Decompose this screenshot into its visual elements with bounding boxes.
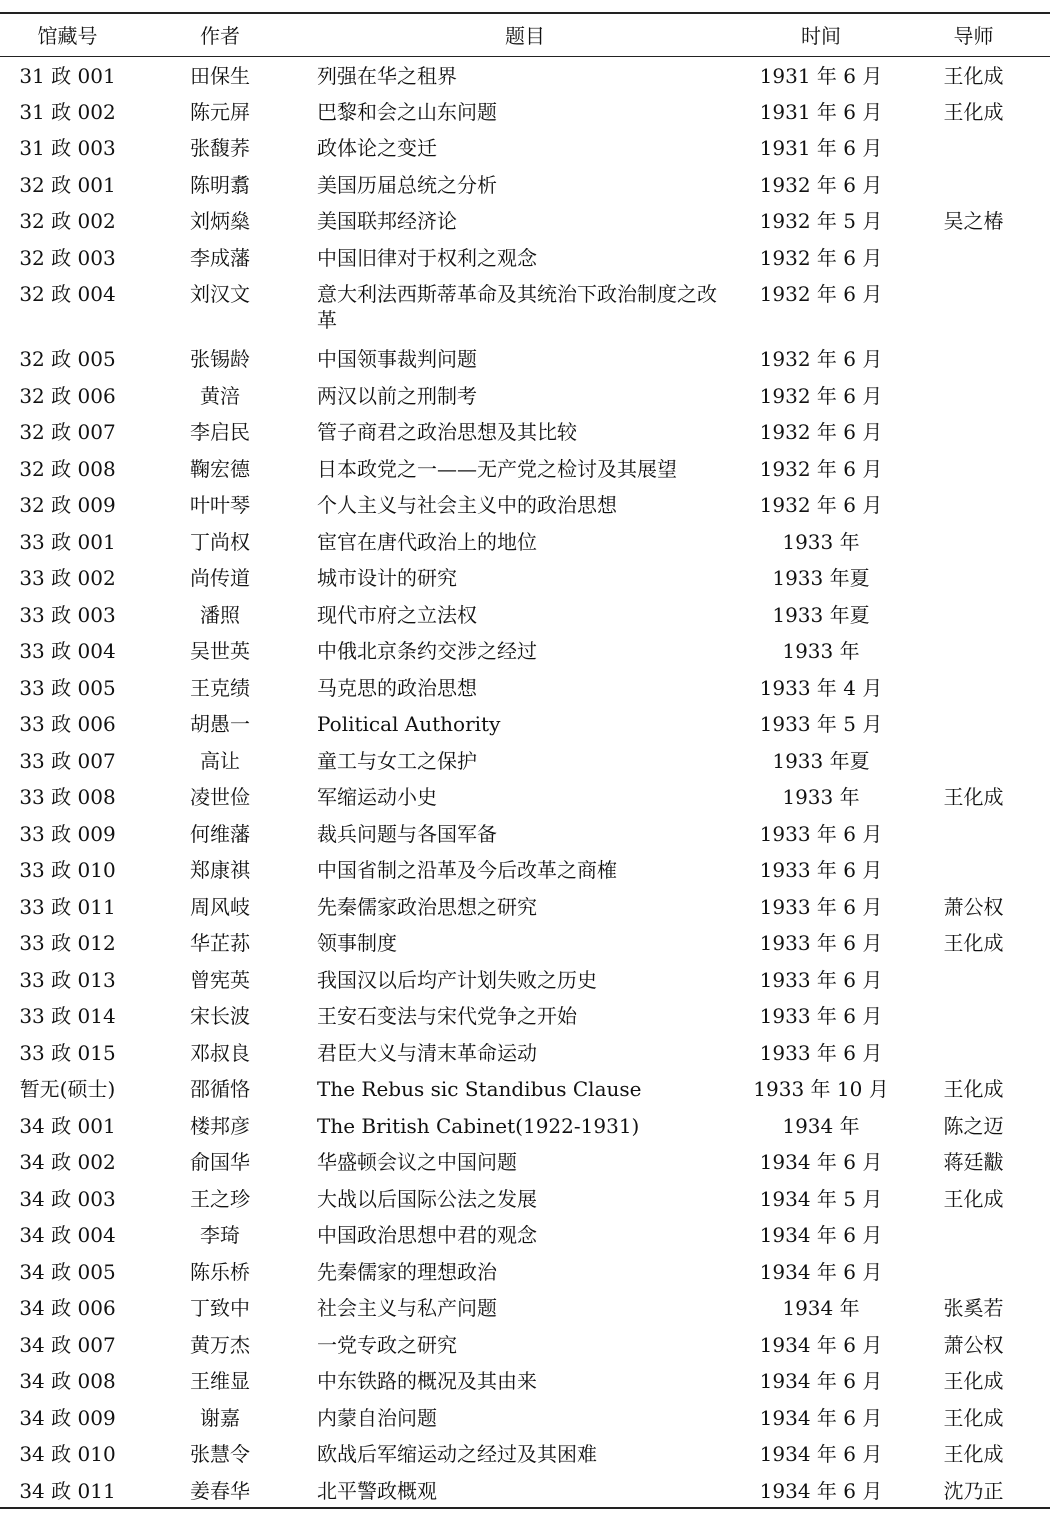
table-row [0,1216,1050,1253]
cell-call-number: 33 政 007 [19,748,116,773]
cell-advisor [897,596,1050,633]
cell-author: 刘炳燊 [190,209,250,233]
cell-title: 列强在华之租界 [317,63,457,88]
cell-date: 1933 年 [782,639,860,663]
cell-author: 丁致中 [190,1296,250,1320]
table-row [0,450,1050,487]
cell-call-number: 34 政 006 [19,1296,116,1320]
cell-author: 宋长波 [190,1004,250,1028]
table-row [0,1143,1050,1180]
cell-author: 尚传道 [190,566,250,590]
cell-call-number: 33 政 009 [19,821,116,846]
cell-advisor [897,559,1050,596]
cell-call-number: 33 政 003 [19,602,116,627]
table-row [0,1435,1050,1472]
cell-date: 1932 年 6 月 [759,456,883,481]
cell-date: 1933 年 10 月 [753,1077,889,1101]
cell-title: 君臣大义与清末革命运动 [317,1040,537,1065]
cell-author: 张馥荞 [190,136,250,160]
cell-title: 马克思的政治思想 [317,675,477,700]
table-row [0,669,1050,706]
table-row [0,275,1050,340]
cell-author: 吴世英 [190,639,250,663]
cell-call-number: 33 政 014 [19,1004,116,1028]
cell-author: 凌世俭 [190,785,250,809]
cell-call-number: 34 政 001 [19,1113,116,1138]
cell-date: 1933 年 5 月 [759,712,883,736]
cell-call-number: 34 政 009 [19,1405,116,1430]
cell-title: 王安石变法与宋代党争之开始 [317,1004,577,1028]
table-row [0,742,1050,779]
cell-advisor [897,669,1050,706]
cell-date: 1934 年 6 月 [759,1259,883,1284]
cell-date: 1933 年夏 [772,566,870,590]
table-row [0,202,1050,239]
cell-title: 童工与女工之保护 [317,748,477,773]
cell-title: 社会主义与私产问题 [317,1296,497,1320]
cell-title: 中东铁路的概况及其由来 [317,1369,537,1393]
cell-author: 张锡龄 [190,347,250,371]
table-row [0,1326,1050,1363]
cell-date: 1933 年 [782,529,860,554]
cell-date: 1934 年 6 月 [759,1369,883,1393]
table-row [0,1253,1050,1290]
cell-date: 1934 年 6 月 [759,1442,883,1466]
cell-call-number: 31 政 001 [19,63,116,88]
cell-advisor [897,523,1050,560]
cell-call-number: 33 政 010 [19,858,116,882]
cell-title: 中俄北京条约交涉之经过 [317,639,537,663]
cell-author: 刘汉文 [190,282,250,306]
cell-advisor: 吴之椿 [943,209,1004,233]
cell-advisor: 王化成 [943,931,1004,955]
cell-date: 1932 年 6 月 [759,420,883,444]
table-row [0,888,1050,925]
table-row [0,1289,1050,1326]
cell-advisor: 王化成 [943,1442,1004,1466]
cell-advisor [897,742,1050,779]
cell-call-number: 32 政 009 [19,493,116,517]
cell-call-number: 33 政 011 [19,894,116,919]
cell-title: The Rebus sic Standibus Clause [317,1077,642,1101]
table-row [0,596,1050,633]
cell-advisor: 沈乃正 [897,1472,1050,1509]
cell-date: 1932 年 6 月 [759,347,883,371]
cell-call-number: 34 政 010 [19,1442,116,1466]
cell-title: 先秦儒家的理想政治 [317,1259,497,1284]
cell-title: 意大利法西斯蒂革命及其统治下政治制度之改革 [317,282,717,332]
cell-author: 李成藩 [190,245,250,270]
cell-author: 黄涪 [200,383,240,408]
cell-title: 现代市府之立法权 [317,602,477,627]
header-call-number: 馆藏号 [0,13,135,56]
cell-author: 陈元屏 [190,99,250,124]
cell-call-number: 32 政 005 [19,347,116,371]
table-row [0,129,1050,166]
cell-author: 陈乐桥 [190,1259,250,1284]
cell-advisor: 陈之迈 [943,1113,1004,1138]
cell-author: 陈明翥 [190,172,250,197]
cell-author: 田保生 [190,63,250,88]
cell-advisor [897,129,1050,166]
cell-date: 1932 年 6 月 [759,282,883,306]
cell-call-number: 33 政 005 [19,675,116,700]
table-row [0,924,1050,961]
cell-date: 1934 年 6 月 [759,1332,883,1357]
cell-call-number: 34 政 002 [19,1150,116,1174]
cell-title: 管子商君之政治思想及其比较 [317,420,577,444]
cell-author: 丁尚权 [190,529,250,554]
table-row [0,1399,1050,1436]
cell-advisor: 王化成 [943,1369,1004,1393]
cell-author: 黄万杰 [190,1332,250,1357]
cell-date: 1934 年 5 月 [759,1186,883,1211]
cell-advisor [897,1034,1050,1071]
header-author: 作者 [135,13,305,56]
cell-author: 华芷荪 [190,931,250,955]
cell-author: 鞠宏德 [190,456,250,481]
cell-date: 1934 年 [782,1113,860,1138]
cell-date: 1934 年 6 月 [745,1472,897,1509]
cell-title: 一党专政之研究 [317,1332,457,1357]
cell-date: 1934 年 [782,1296,860,1320]
table-row [0,559,1050,596]
cell-date: 1934 年 6 月 [759,1150,883,1174]
cell-date: 1933 年 6 月 [759,1004,883,1028]
cell-call-number: 33 政 013 [19,967,116,992]
cell-date: 1933 年 6 月 [759,931,883,955]
cell-date: 1933 年夏 [772,602,870,627]
cell-date: 1933 年 [782,785,860,809]
cell-title: The British Cabinet(1922-1931) [317,1113,640,1138]
cell-advisor [897,275,1050,340]
cell-title: 两汉以前之刑制考 [317,383,477,408]
cell-advisor [897,1253,1050,1290]
cell-advisor [897,340,1050,377]
table-row [0,705,1050,742]
cell-call-number: 34 政 005 [19,1259,116,1284]
cell-title: 美国联邦经济论 [317,209,457,233]
cell-title: 北平警政概观 [305,1472,745,1509]
header-title: 题目 [305,13,745,56]
cell-author: 曾宪英 [190,967,250,992]
cell-advisor [897,961,1050,998]
cell-call-number: 34 政 003 [19,1186,116,1211]
cell-date: 1932 年 6 月 [759,493,883,517]
cell-advisor: 萧公权 [943,1332,1004,1357]
cell-title: 大战以后国际公法之发展 [317,1186,537,1211]
cell-call-number: 33 政 002 [19,566,116,590]
cell-call-number: 34 政 004 [19,1223,116,1247]
cell-title: 中国领事裁判问题 [317,347,477,371]
cell-call-number: 33 政 004 [19,639,116,663]
table-row [0,340,1050,377]
cell-title: 政体论之变迁 [317,136,437,160]
table-row [0,166,1050,203]
cell-advisor: 王化成 [943,1405,1004,1430]
table-row [0,523,1050,560]
cell-call-number: 31 政 003 [19,136,116,160]
table-row [0,377,1050,414]
cell-call-number: 34 政 007 [19,1332,116,1357]
cell-author: 何维藩 [190,821,250,846]
cell-call-number: 33 政 006 [19,712,116,736]
table-row [0,815,1050,852]
cell-author: 李启民 [190,420,250,444]
cell-date: 1931 年 6 月 [759,63,883,88]
cell-title: 领事制度 [317,931,397,955]
cell-call-number: 32 政 001 [19,172,116,197]
cell-date: 1933 年 6 月 [759,1040,883,1065]
cell-author: 王维显 [190,1369,250,1393]
cell-call-number: 33 政 008 [19,785,116,809]
cell-author: 王克绩 [190,675,250,700]
cell-advisor [897,377,1050,414]
cell-call-number: 31 政 002 [19,99,116,124]
cell-date: 1933 年 6 月 [759,821,883,846]
cell-title: 欧战后军缩运动之经过及其困难 [317,1442,597,1466]
cell-title: 中国政治思想中君的观念 [317,1223,537,1247]
table-row [0,778,1050,815]
table-row [0,1472,1050,1509]
cell-advisor [897,450,1050,487]
cell-title: 裁兵问题与各国军备 [317,821,497,846]
cell-call-number: 33 政 012 [19,931,116,955]
cell-title: 中国旧律对于权利之观念 [317,245,537,270]
cell-call-number: 32 政 006 [19,383,116,408]
cell-author: 楼邦彦 [190,1113,250,1138]
cell-date: 1932 年 6 月 [759,383,883,408]
cell-date: 1931 年 6 月 [759,99,883,124]
table-row [0,239,1050,276]
cell-date: 1931 年 6 月 [759,136,883,160]
thesis-table [0,12,1050,1509]
table-row [0,486,1050,523]
table-row [0,93,1050,130]
cell-author: 张慧令 [190,1442,250,1466]
table-row [0,1362,1050,1399]
table-row [0,1107,1050,1144]
table-row [0,961,1050,998]
cell-call-number: 32 政 004 [19,282,116,306]
cell-advisor [897,239,1050,276]
cell-call-number: 32 政 007 [19,420,116,444]
cell-author: 谢嘉 [200,1405,240,1430]
table-row [0,1034,1050,1071]
cell-call-number: 33 政 015 [19,1040,116,1065]
cell-author: 郑康祺 [190,858,250,882]
cell-author: 叶叶琴 [190,493,250,517]
table-row [0,632,1050,669]
cell-date: 1933 年 6 月 [759,894,883,919]
cell-title: 华盛顿会议之中国问题 [317,1150,517,1174]
cell-advisor [897,413,1050,450]
cell-advisor: 蒋廷黻 [943,1150,1004,1174]
cell-author: 王之珍 [190,1186,250,1211]
cell-title: 我国汉以后均产计划失败之历史 [317,967,597,992]
cell-advisor: 王化成 [943,1186,1004,1211]
cell-date: 1932 年 5 月 [759,209,883,233]
cell-title: 城市设计的研究 [317,566,457,590]
cell-title: 先秦儒家政治思想之研究 [317,894,537,919]
cell-author: 李琦 [200,1223,240,1247]
cell-call-number: 32 政 002 [19,209,116,233]
cell-title: 中国省制之沿革及今后改革之商榷 [317,858,617,882]
cell-call-number: 33 政 001 [19,529,116,554]
table-body [0,56,1050,1508]
cell-title: 军缩运动小史 [317,785,437,809]
cell-title: Political Authority [317,712,501,736]
table-row [0,1070,1050,1107]
cell-date: 1934 年 6 月 [759,1405,883,1430]
cell-author: 俞国华 [190,1150,250,1174]
cell-date: 1933 年 6 月 [759,858,883,882]
cell-advisor: 王化成 [943,785,1004,809]
cell-author: 潘照 [200,602,240,627]
cell-advisor [897,851,1050,888]
cell-advisor [897,632,1050,669]
cell-author: 邵循恪 [190,1077,250,1101]
cell-call-number: 暂无(硕士) [19,1077,116,1101]
header-advisor: 导师 [897,13,1050,56]
cell-call-number: 32 政 003 [19,245,116,270]
cell-call-number: 34 政 008 [19,1369,116,1393]
cell-advisor [897,166,1050,203]
table-row [0,997,1050,1034]
cell-advisor [897,705,1050,742]
cell-call-number: 32 政 008 [19,456,116,481]
cell-advisor: 张奚若 [943,1296,1004,1320]
cell-author: 姜春华 [135,1472,305,1509]
table-header-row [0,13,1050,56]
table-row [0,1180,1050,1217]
cell-title: 宦官在唐代政治上的地位 [317,529,537,554]
cell-title: 个人主义与社会主义中的政治思想 [317,493,617,517]
cell-title: 巴黎和会之山东问题 [317,99,497,124]
cell-author: 邓叔良 [190,1040,250,1065]
cell-author: 高让 [200,748,240,773]
cell-advisor [897,1216,1050,1253]
cell-date: 1934 年 6 月 [759,1223,883,1247]
cell-date: 1933 年夏 [772,748,870,773]
table-row [0,413,1050,450]
cell-title: 美国历届总统之分析 [317,172,497,197]
cell-advisor: 王化成 [943,1077,1004,1101]
header-date: 时间 [745,13,897,56]
table-row [0,56,1050,93]
cell-advisor: 王化成 [943,99,1004,124]
table-row [0,851,1050,888]
cell-advisor [897,997,1050,1034]
cell-date: 1932 年 6 月 [759,245,883,270]
cell-author: 周风岐 [190,894,250,919]
cell-date: 1933 年 6 月 [759,967,883,992]
cell-advisor: 萧公权 [943,894,1004,919]
cell-advisor [897,815,1050,852]
cell-advisor: 王化成 [943,63,1004,88]
cell-author: 胡愚一 [190,712,250,736]
cell-advisor [897,486,1050,523]
cell-date: 1932 年 6 月 [759,172,883,197]
cell-title: 日本政党之一——无产党之检讨及其展望 [317,456,677,481]
cell-call-number: 34 政 011 [0,1472,135,1509]
cell-date: 1933 年 4 月 [759,675,883,700]
cell-title: 内蒙自治问题 [317,1405,437,1430]
